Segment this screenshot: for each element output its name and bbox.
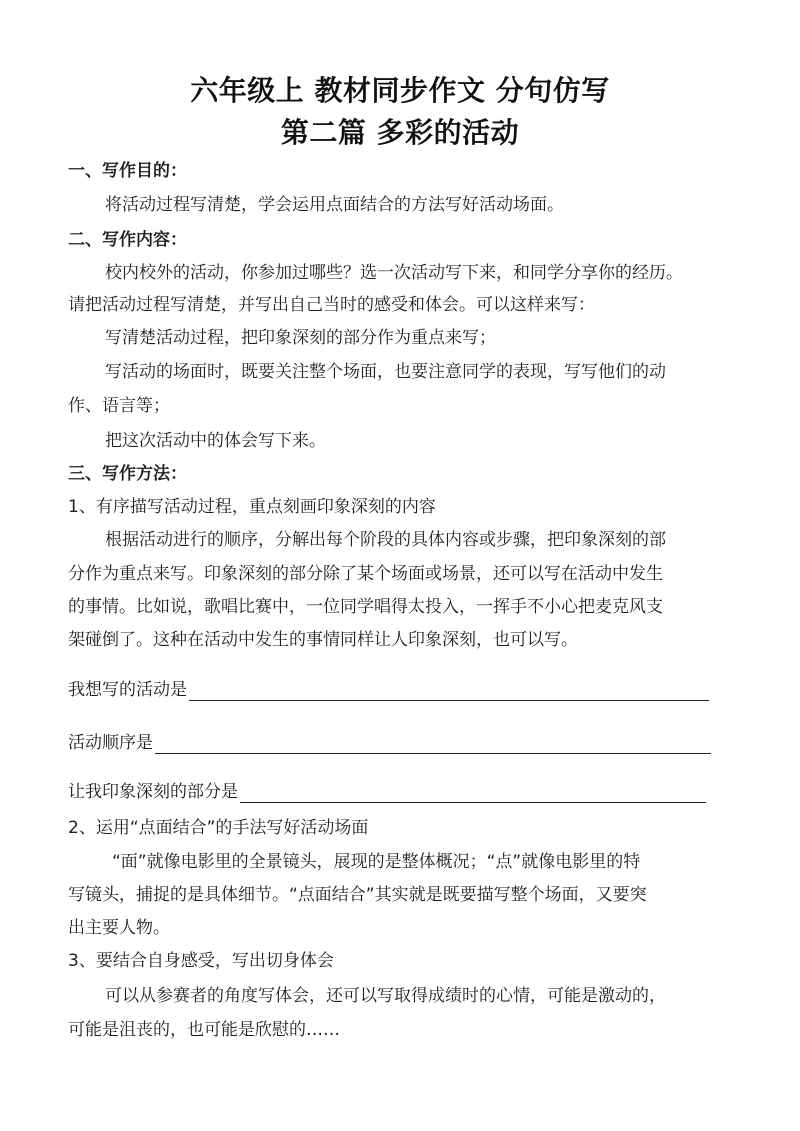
- section-heading-content: 二、写作内容：: [68, 230, 187, 250]
- fill-in-blank-order[interactable]: [155, 735, 711, 754]
- point-title: 3、要结合自身感受，写出切身体会: [68, 951, 334, 971]
- paragraph-line: 的事情。比如说，歌唱比赛中，一位同学唱得太投入，一挥手不小心把麦克风支: [68, 597, 663, 617]
- point-title: 2、运用“点面结合”的手法写好活动场面: [68, 818, 369, 838]
- point-title: 1、有序描写活动过程，重点刻画印象深刻的内容: [68, 497, 436, 517]
- fill-in-blank-activity[interactable]: [189, 682, 709, 701]
- paragraph-line: “面”就像电影里的全景镜头，展现的是整体概况；“点”就像电影里的特: [112, 852, 641, 872]
- page-title: 六年级上 教材同步作文 分句仿写: [190, 74, 610, 107]
- section-heading-method: 三、写作方法：: [68, 464, 187, 484]
- paragraph-line: 写活动的场面时，既要关注整个场面，也要注意同学的表现，写写他们的动: [105, 362, 666, 382]
- fill-in-row-impression: [68, 781, 706, 803]
- paragraph-line: 校内校外的活动，你参加过哪些？选一次活动写下来，和同学分享你的经历。: [105, 263, 683, 283]
- fill-in-row-activity: [68, 679, 709, 701]
- fill-in-row-order: [68, 732, 711, 754]
- paragraph-line: 请把活动过程写清楚，并写出自己当时的感受和体会。可以这样来写：: [68, 295, 595, 315]
- paragraph-line: 可以从参赛者的角度写体会，还可以写取得成绩时的心情，可能是激动的，: [105, 986, 666, 1006]
- section-heading-purpose: 一、写作目的：: [68, 161, 187, 181]
- paragraph-line: 写镜头，捕捉的是具体细节。“点面结合”其实就是既要描写整个场面，又要突: [68, 885, 647, 905]
- paragraph-line: 出主要人物。: [68, 918, 170, 938]
- paragraph-line: 架碰倒了。这种在活动中发生的事情同样让人印象深刻，也可以写。: [68, 630, 578, 650]
- paragraph-line: 根据活动进行的顺序，分解出每个阶段的具体内容或步骤，把印象深刻的部: [105, 530, 666, 550]
- fill-in-label: 我想写的活动是: [68, 680, 187, 700]
- paragraph-line: 写清楚活动过程，把印象深刻的部分作为重点来写；: [105, 328, 496, 348]
- paragraph-line: 可能是沮丧的，也可能是欣慰的……: [68, 1020, 340, 1040]
- fill-in-label: 让我印象深刻的部分是: [68, 782, 238, 802]
- paragraph-line: 把这次活动中的体会写下来。: [105, 431, 326, 451]
- page-subtitle: 第二篇 多彩的活动: [280, 116, 520, 149]
- fill-in-label: 活动顺序是: [68, 733, 153, 753]
- paragraph-line: 分作为重点来写。印象深刻的部分除了某个场面或场景，还可以写在活动中发生: [68, 564, 663, 584]
- paragraph-line: 作、语言等；: [68, 396, 170, 416]
- paragraph-line: 将活动过程写清楚，学会运用点面结合的方法写好活动场面。: [105, 195, 564, 215]
- fill-in-blank-impression[interactable]: [240, 784, 706, 803]
